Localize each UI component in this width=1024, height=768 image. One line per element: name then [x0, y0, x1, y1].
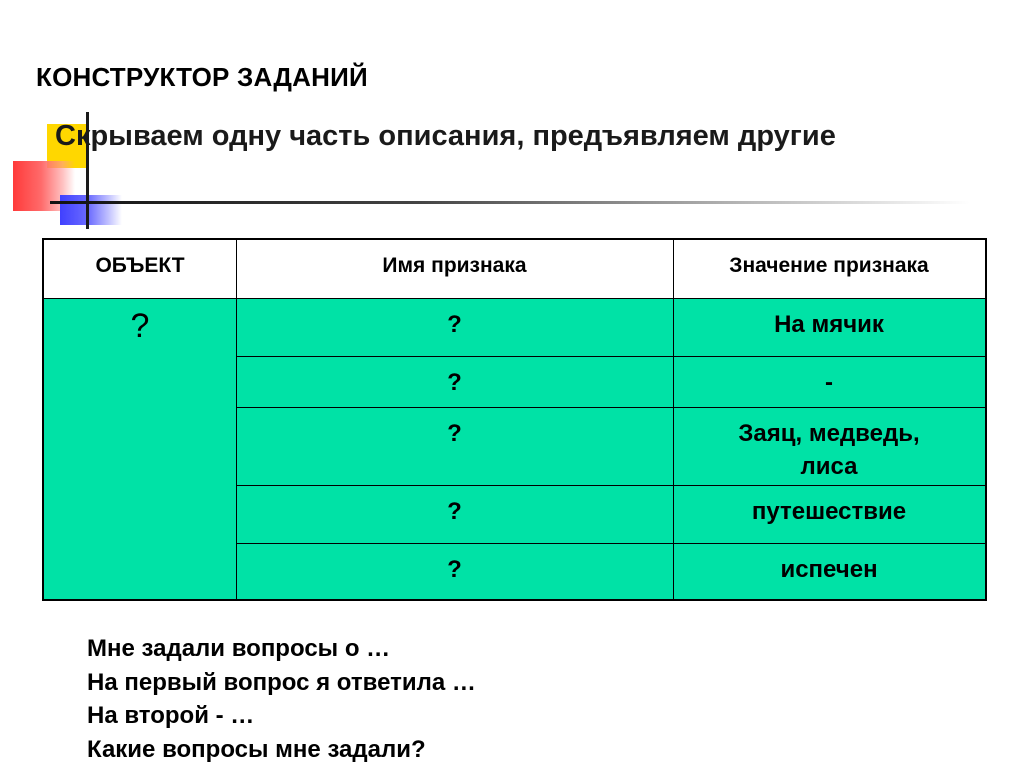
question-line: На второй - … — [87, 702, 255, 729]
feature-name-cell: ? — [236, 543, 673, 599]
feature-value-cell: путешествие — [673, 485, 985, 543]
feature-name-cell: ? — [236, 356, 673, 407]
feature-value-cell: На мячик — [673, 298, 985, 356]
question-line: Мне задали вопросы о … — [87, 635, 391, 662]
feature-value-cell: Заяц, медведь, лиса — [673, 407, 985, 485]
slide-subtitle: Скрываем одну часть описания, предъявляем другие — [55, 120, 836, 152]
question-line: На первый вопрос я ответила … — [87, 668, 476, 696]
feature-value-cell: - — [673, 356, 985, 407]
feature-value-cell: испечен — [673, 543, 985, 599]
questions-block — [87, 632, 476, 766]
question-line: Какие вопросы мне задали? — [87, 735, 426, 763]
feature-name-cell: ? — [236, 485, 673, 543]
header-feature-name: Имя признака — [236, 240, 673, 298]
table-divider — [673, 240, 674, 599]
table-divider — [236, 485, 985, 486]
decorative-blue-square — [60, 195, 122, 225]
table-divider — [236, 407, 985, 408]
object-cell: ? — [44, 298, 236, 599]
table-divider — [236, 356, 985, 357]
header-object: ОБЪЕКТ — [44, 240, 236, 298]
feature-name-cell: ? — [236, 298, 673, 356]
slide-title: КОНСТРУКТОР ЗАДАНИЙ — [36, 62, 368, 92]
table-divider — [236, 240, 237, 599]
feature-table — [42, 238, 987, 601]
header-feature-value: Значение признака — [673, 240, 985, 298]
feature-name-cell: ? — [236, 407, 673, 485]
table-divider — [44, 298, 985, 299]
table-divider — [236, 543, 985, 544]
decorative-horizontal-line — [50, 201, 970, 204]
